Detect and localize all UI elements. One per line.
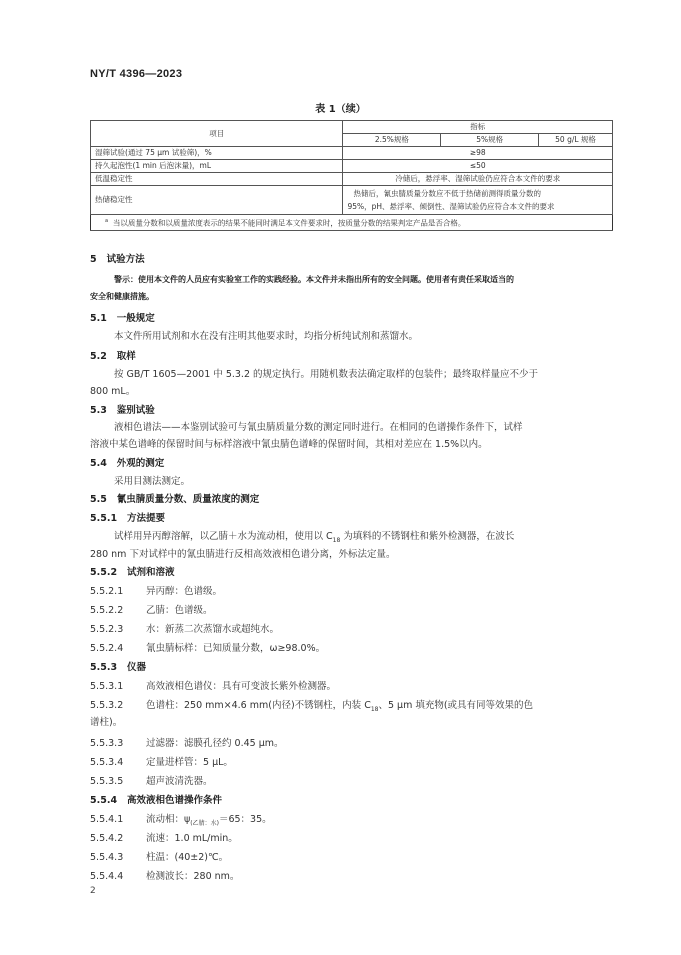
row-label-heat-storage: 热储稳定性 <box>91 186 343 215</box>
col-header-spec-2-5: 2.5%规格 <box>343 134 441 147</box>
row-label-wet-sieve: 湿筛试验(通过 75 μm 试验筛)，% <box>91 147 343 160</box>
section-5-1-text: 本文件所用试剂和水在没有注明其他要求时，均指分析纯试剂和蒸馏水。 <box>114 331 419 342</box>
item-5-5-2-3: 5.5.2.3 水：新蒸二次蒸馏水或超纯水。 <box>90 624 280 635</box>
item-5-5-2-1: 5.5.2.1 异丙醇：色谱级。 <box>90 586 223 597</box>
spec-table <box>90 120 613 231</box>
section-5-3-text-1: 液相色谱法——本鉴别试验可与氰虫腈质量分数的测定同时进行。在相同的色谱操作条件下，试样 <box>114 422 523 433</box>
item-5-5-2-2: 5.5.2.2 乙腈：色谱级。 <box>90 605 213 616</box>
table-caption: 表 1（续） <box>315 104 366 115</box>
item-5-5-4-2: 5.5.4.2 流速：1.0 mL/min。 <box>90 833 238 844</box>
row-value-heat-storage: 热储后，氰虫腈质量分数应不低于热储前测得质量分数的 95%，pH、悬浮率、倾倒性、湿筛试验仍应符合本文件的要求 <box>343 186 613 215</box>
section-5-4-heading: 5.4 外观的测定 <box>90 458 165 469</box>
warning-line-2: 安全和健康措施。 <box>90 292 154 301</box>
section-5-5-1-text-2: 280 nm 下对试样中的氰虫腈进行反相高效液相色谱分离，外标法定量。 <box>90 549 396 560</box>
section-5-3-heading: 5.3 鉴别试验 <box>90 405 155 416</box>
section-5-heading: 5 试验方法 <box>90 254 145 265</box>
section-5-2-text-1: 按 GB/T 1605—2001 中 5.3.2 的规定执行。用随机数表法确定取样的包装件；最终取样量应不少于 <box>114 369 539 380</box>
col-header-spec-5: 5%规格 <box>441 134 539 147</box>
section-5-5-2-heading: 5.5.2 试剂和溶液 <box>90 567 175 578</box>
row-label-foam: 持久起泡性(1 min 后泡沫量)，mL <box>91 160 343 173</box>
section-5-5-1-text-1: 试样用异丙醇溶解，以乙腈＋水为流动相，使用以 $C_{18}$ 为填料的不锈钢柱和紫外检测器，在波长 <box>114 531 515 544</box>
row-value-foam: ≤50 <box>343 160 613 173</box>
item-5-5-4-3: 5.5.4.3 柱温：(40±2)℃。 <box>90 852 229 863</box>
section-5-5-heading: 5.5 氰虫腈质量分数、质量浓度的测定 <box>90 494 260 505</box>
section-5-5-4-heading: 5.5.4 高效液相色谱操作条件 <box>90 795 223 806</box>
section-5-5-3-heading: 5.5.3 仪器 <box>90 662 147 673</box>
item-5-5-3-2: 5.5.3.2 色谱柱：250 mm×4.6 mm(内径)不锈钢柱，内装 $C_{18}$、5 μm 填充物(或具有同等效果的色 <box>90 700 534 713</box>
item-5-5-2-4: 5.5.2.4 氰虫腈标样：已知质量分数，ω≥98.0%。 <box>90 643 326 654</box>
row-label-low-temp: 低温稳定性 <box>91 173 343 186</box>
item-5-5-3-1: 5.5.3.1 高效液相色谱仪：具有可变波长紫外检测器。 <box>90 681 337 692</box>
standard-code-header: NY/T 4396—2023 <box>90 68 183 80</box>
item-5-5-4-1: 5.5.4.1 流动相：$\psi_{(乙腈:水)}=65$：35。 <box>90 814 272 827</box>
section-5-5-1-heading: 5.5.1 方法提要 <box>90 513 166 524</box>
item-5-5-3-2-cont: 谱柱)。 <box>90 717 123 728</box>
section-5-2-heading: 5.2 取样 <box>90 351 136 362</box>
warning-line-1: 警示：使用本文件的人员应有实验室工作的实践经验。本文件并未指出所有的安全问题。使用者有责任采取适当的 <box>114 275 514 284</box>
table-footnote: $^a$ 当以质量分数和以质量浓度表示的结果不能同时满足本文件要求时，按质量分数的结果判定产品是否合格。 <box>91 215 613 231</box>
page-number: 2 <box>90 886 96 896</box>
row-value-wet-sieve: ≥98 <box>343 147 613 160</box>
section-5-4-text: 采用目测法测定。 <box>114 476 191 487</box>
item-5-5-3-3: 5.5.3.3 过滤器：滤膜孔径约 0.45 μm。 <box>90 738 284 749</box>
col-header-index: 指标 <box>343 121 613 134</box>
item-5-5-4-4: 5.5.4.4 检测波长：280 nm。 <box>90 871 240 882</box>
col-header-item: 项目 <box>91 121 343 147</box>
section-5-1-heading: 5.1 一般规定 <box>90 313 155 324</box>
item-5-5-3-5: 5.5.3.5 超声波清洗器。 <box>90 776 213 787</box>
row-value-low-temp: 冷储后，悬浮率、湿筛试验仍应符合本文件的要求 <box>343 173 613 186</box>
col-header-spec-50: 50 g/L 规格 <box>539 134 613 147</box>
item-5-5-3-4: 5.5.3.4 定量进样管：5 μL。 <box>90 757 233 768</box>
section-5-2-text-2: 800 mL。 <box>90 386 136 397</box>
section-5-3-text-2: 溶液中某色谱峰的保留时间与标样溶液中氰虫腈色谱峰的保留时间，其相对差应在 1.5%以内。 <box>90 439 488 450</box>
